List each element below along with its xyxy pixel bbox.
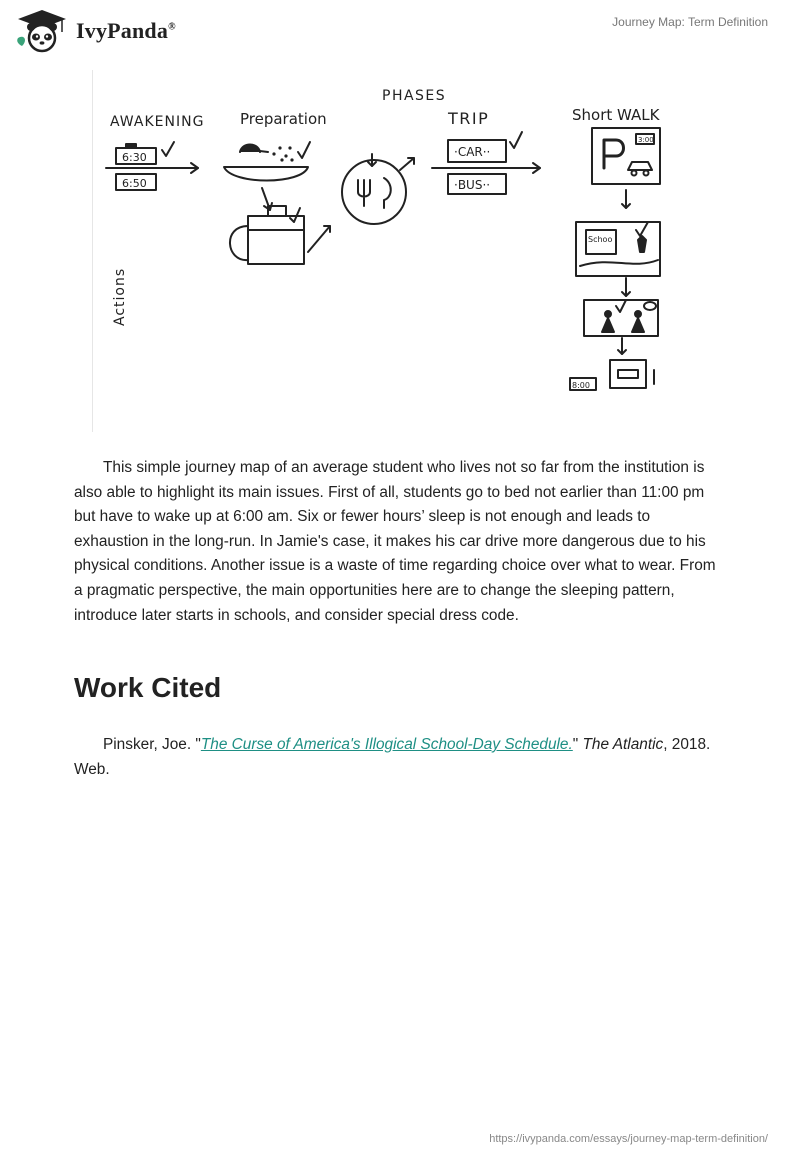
ivypanda-logo[interactable]: [14, 8, 176, 54]
phases-label: PHASES: [382, 88, 447, 104]
panda-logo-icon: [14, 8, 70, 54]
school-sign: Schoo: [588, 235, 613, 244]
actions-label: Actions: [112, 267, 128, 326]
citation-rest: , 2018. Web.: [74, 736, 711, 778]
transport-bus: ·BUS··: [454, 178, 491, 192]
clock-time: 8:00: [572, 381, 590, 390]
brand-name: IvyPanda®: [76, 18, 176, 43]
footer-url: https://ivypanda.com/essays/journey-map-term-definition/: [489, 1133, 768, 1145]
page-header: [0, 0, 800, 60]
phase-short-walk: Short WALK: [572, 106, 660, 124]
citation-author: Pinsker, Joe. ": [103, 736, 201, 753]
body-paragraph: [74, 456, 726, 628]
phase-awakening: AWAKENING: [110, 114, 205, 130]
phase-trip: TRIP: [448, 109, 490, 128]
parking-time: 3:00: [638, 136, 654, 144]
alarm-time-2: 6:50: [122, 177, 147, 190]
paragraph-text: This simple journey map of an average student who lives not so far from the institution is also able to highlight its main issues. First of all, students go to bed not earlier than 11:00 pm but have to wake up at 6:00 am. Six or fewer hours’ sleep is not enough and leads to exhaustion in the long-run. In Jamie's case, it makes his car drive more dangerous due to his physical conditions. Another issue is a waste of time regarding choice over what to wear. From a pragmatic perspective, the main opportunities here are to change the sleeping pattern, introduce later starts in schools, and consider special dress code.: [74, 459, 716, 624]
citation-publication: The Atlantic: [582, 736, 664, 753]
citation-link[interactable]: The Curse of America's Illogical School-Day Schedule.: [200, 736, 573, 753]
works-cited-heading: Work Cited: [74, 672, 222, 703]
journey-map-figure: [92, 70, 742, 432]
alarm-time-1: 6:30: [122, 151, 147, 164]
document-title: Journey Map: Term Definition: [612, 15, 768, 29]
citation-quote-close: ": [572, 736, 583, 753]
phase-preparation: Preparation: [240, 110, 327, 128]
transport-car: ·CAR··: [454, 145, 491, 159]
citation-entry: [74, 733, 726, 782]
